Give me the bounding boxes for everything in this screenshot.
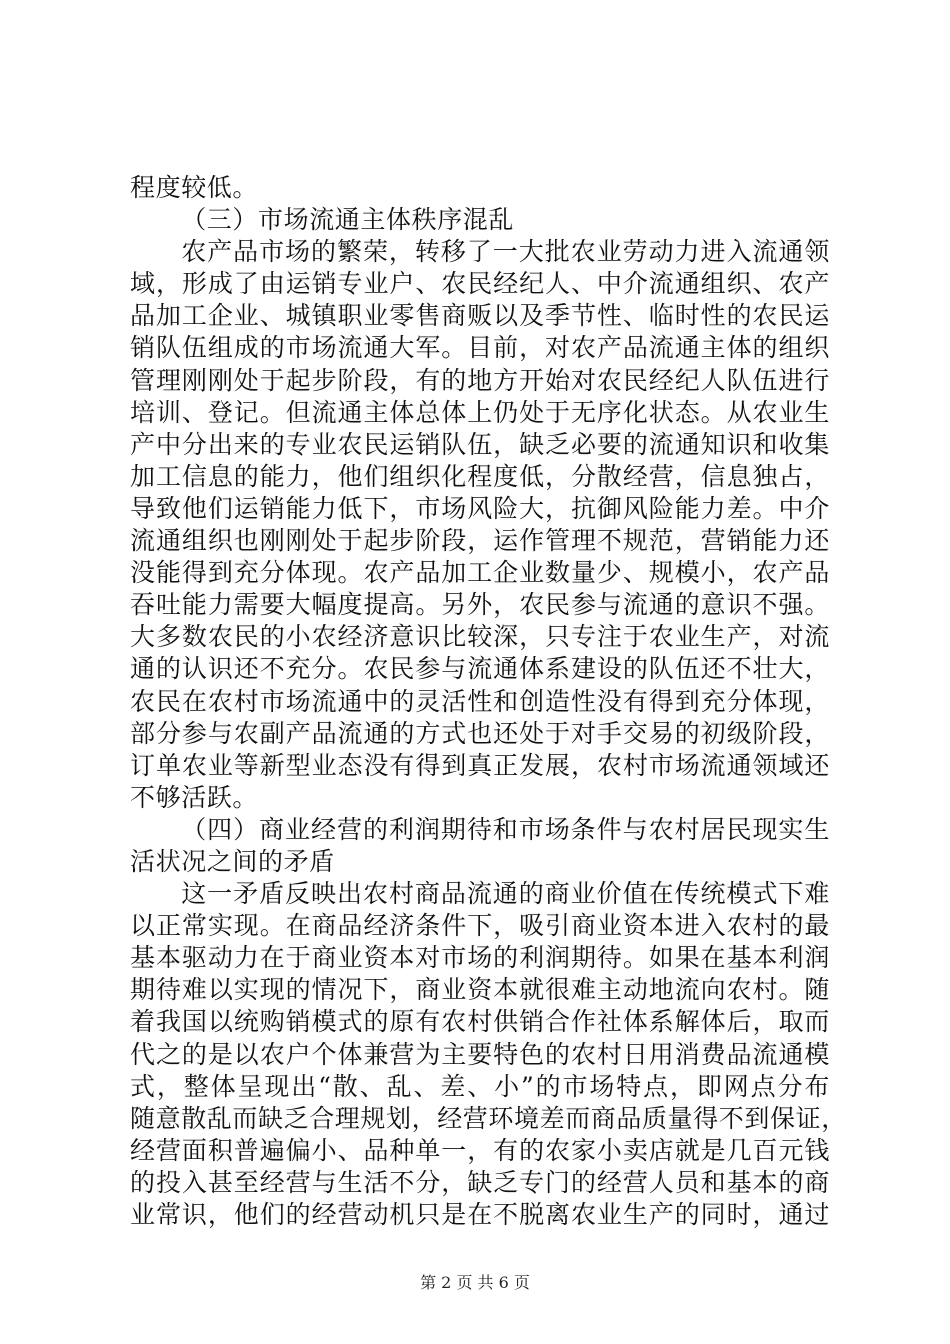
text-line: 导致他们运销能力低下，市场风险大，抗御风险能力差。中介 <box>130 493 830 523</box>
text-line: 产中分出来的专业农民运销队伍，缺乏必要的流通知识和收集 <box>130 429 830 459</box>
text-line: 品加工企业、城镇职业零售商贩以及季节性、临时性的农民运 <box>130 301 830 331</box>
text-line: （四）商业经营的利润期待和市场条件与农村居民现实生 <box>181 814 830 844</box>
text-line: 随意散乱而缺乏合理规划，经营环境差而商品质量得不到保证， <box>130 1103 847 1133</box>
text-line: （三）市场流通主体秩序混乱 <box>181 205 514 235</box>
text-line: 农产品市场的繁荣，转移了一大批农业劳动力进入流通领 <box>181 237 830 267</box>
text-line: 代之的是以农户个体兼营为主要特色的农村日用消费品流通模 <box>130 1039 830 1069</box>
text-line: 大多数农民的小农经济意识比较深，只专注于农业生产，对流 <box>130 622 830 652</box>
text-line: 通的认识还不充分。农民参与流通体系建设的队伍还不壮大， <box>130 654 830 684</box>
text-line: 订单农业等新型业态没有得到真正发展，农村市场流通领域还 <box>130 750 830 780</box>
document-body <box>130 172 847 1231</box>
text-line: 部分参与农副产品流通的方式也还处于对手交易的初级阶段， <box>130 718 830 748</box>
text-line: 没能得到充分体现。农产品加工企业数量少、规模小，农产品 <box>130 558 830 588</box>
text-line: 式，整体呈现出“散、乱、差、小”的市场特点，即网点分布 <box>130 1071 830 1101</box>
text-line: 流通组织也刚刚处于起步阶段，运作管理不规范，营销能力还 <box>130 526 830 556</box>
text-line: 销队伍组成的市场流通大军。目前，对农产品流通主体的组织 <box>130 333 830 363</box>
text-line: 域，形成了由运销专业户、农民经纪人、中介流通组织、农产 <box>130 269 830 299</box>
page-footer: 第 2 页 共 6 页 <box>420 1273 530 1292</box>
text-line: 的投入甚至经营与生活不分，缺乏专门的经营人员和基本的商 <box>130 1167 830 1197</box>
text-line: 程度较低。 <box>130 173 259 202</box>
text-line: 业常识，他们的经营动机只是在不脱离农业生产的同时，通过 <box>130 1200 830 1229</box>
text-line: 以正常实现。在商品经济条件下，吸引商业资本进入农村的最 <box>130 911 830 941</box>
text-line: 经营面积普遍偏小、品种单一，有的农家小卖店就是几百元钱 <box>130 1135 830 1165</box>
text-line: 活状况之间的矛盾 <box>130 846 335 876</box>
text-line: 吞吐能力需要大幅度提高。另外，农民参与流通的意识不强。 <box>130 590 830 620</box>
text-line: 管理刚刚处于起步阶段，有的地方开始对农民经纪人队伍进行 <box>130 365 830 395</box>
text-line: 培训、登记。但流通主体总体上仍处于无序化状态。从农业生 <box>130 397 830 427</box>
text-line: 加工信息的能力，他们组织化程度低，分散经营，信息独占， <box>130 461 830 491</box>
text-line: 期待难以实现的情况下，商业资本就很难主动地流向农村。随 <box>130 975 830 1005</box>
text-line: 这一矛盾反映出农村商品流通的商业价值在传统模式下难 <box>181 879 830 909</box>
text-line: 不够活跃。 <box>130 782 259 812</box>
text-line: 着我国以统购销模式的原有农村供销合作社体系解体后，取而 <box>130 1007 830 1037</box>
text-line: 基本驱动力在于商业资本对市场的利润期待。如果在基本利润 <box>130 943 830 973</box>
text-line: 农民在农村市场流通中的灵活性和创造性没有得到充分体现， <box>130 686 830 716</box>
